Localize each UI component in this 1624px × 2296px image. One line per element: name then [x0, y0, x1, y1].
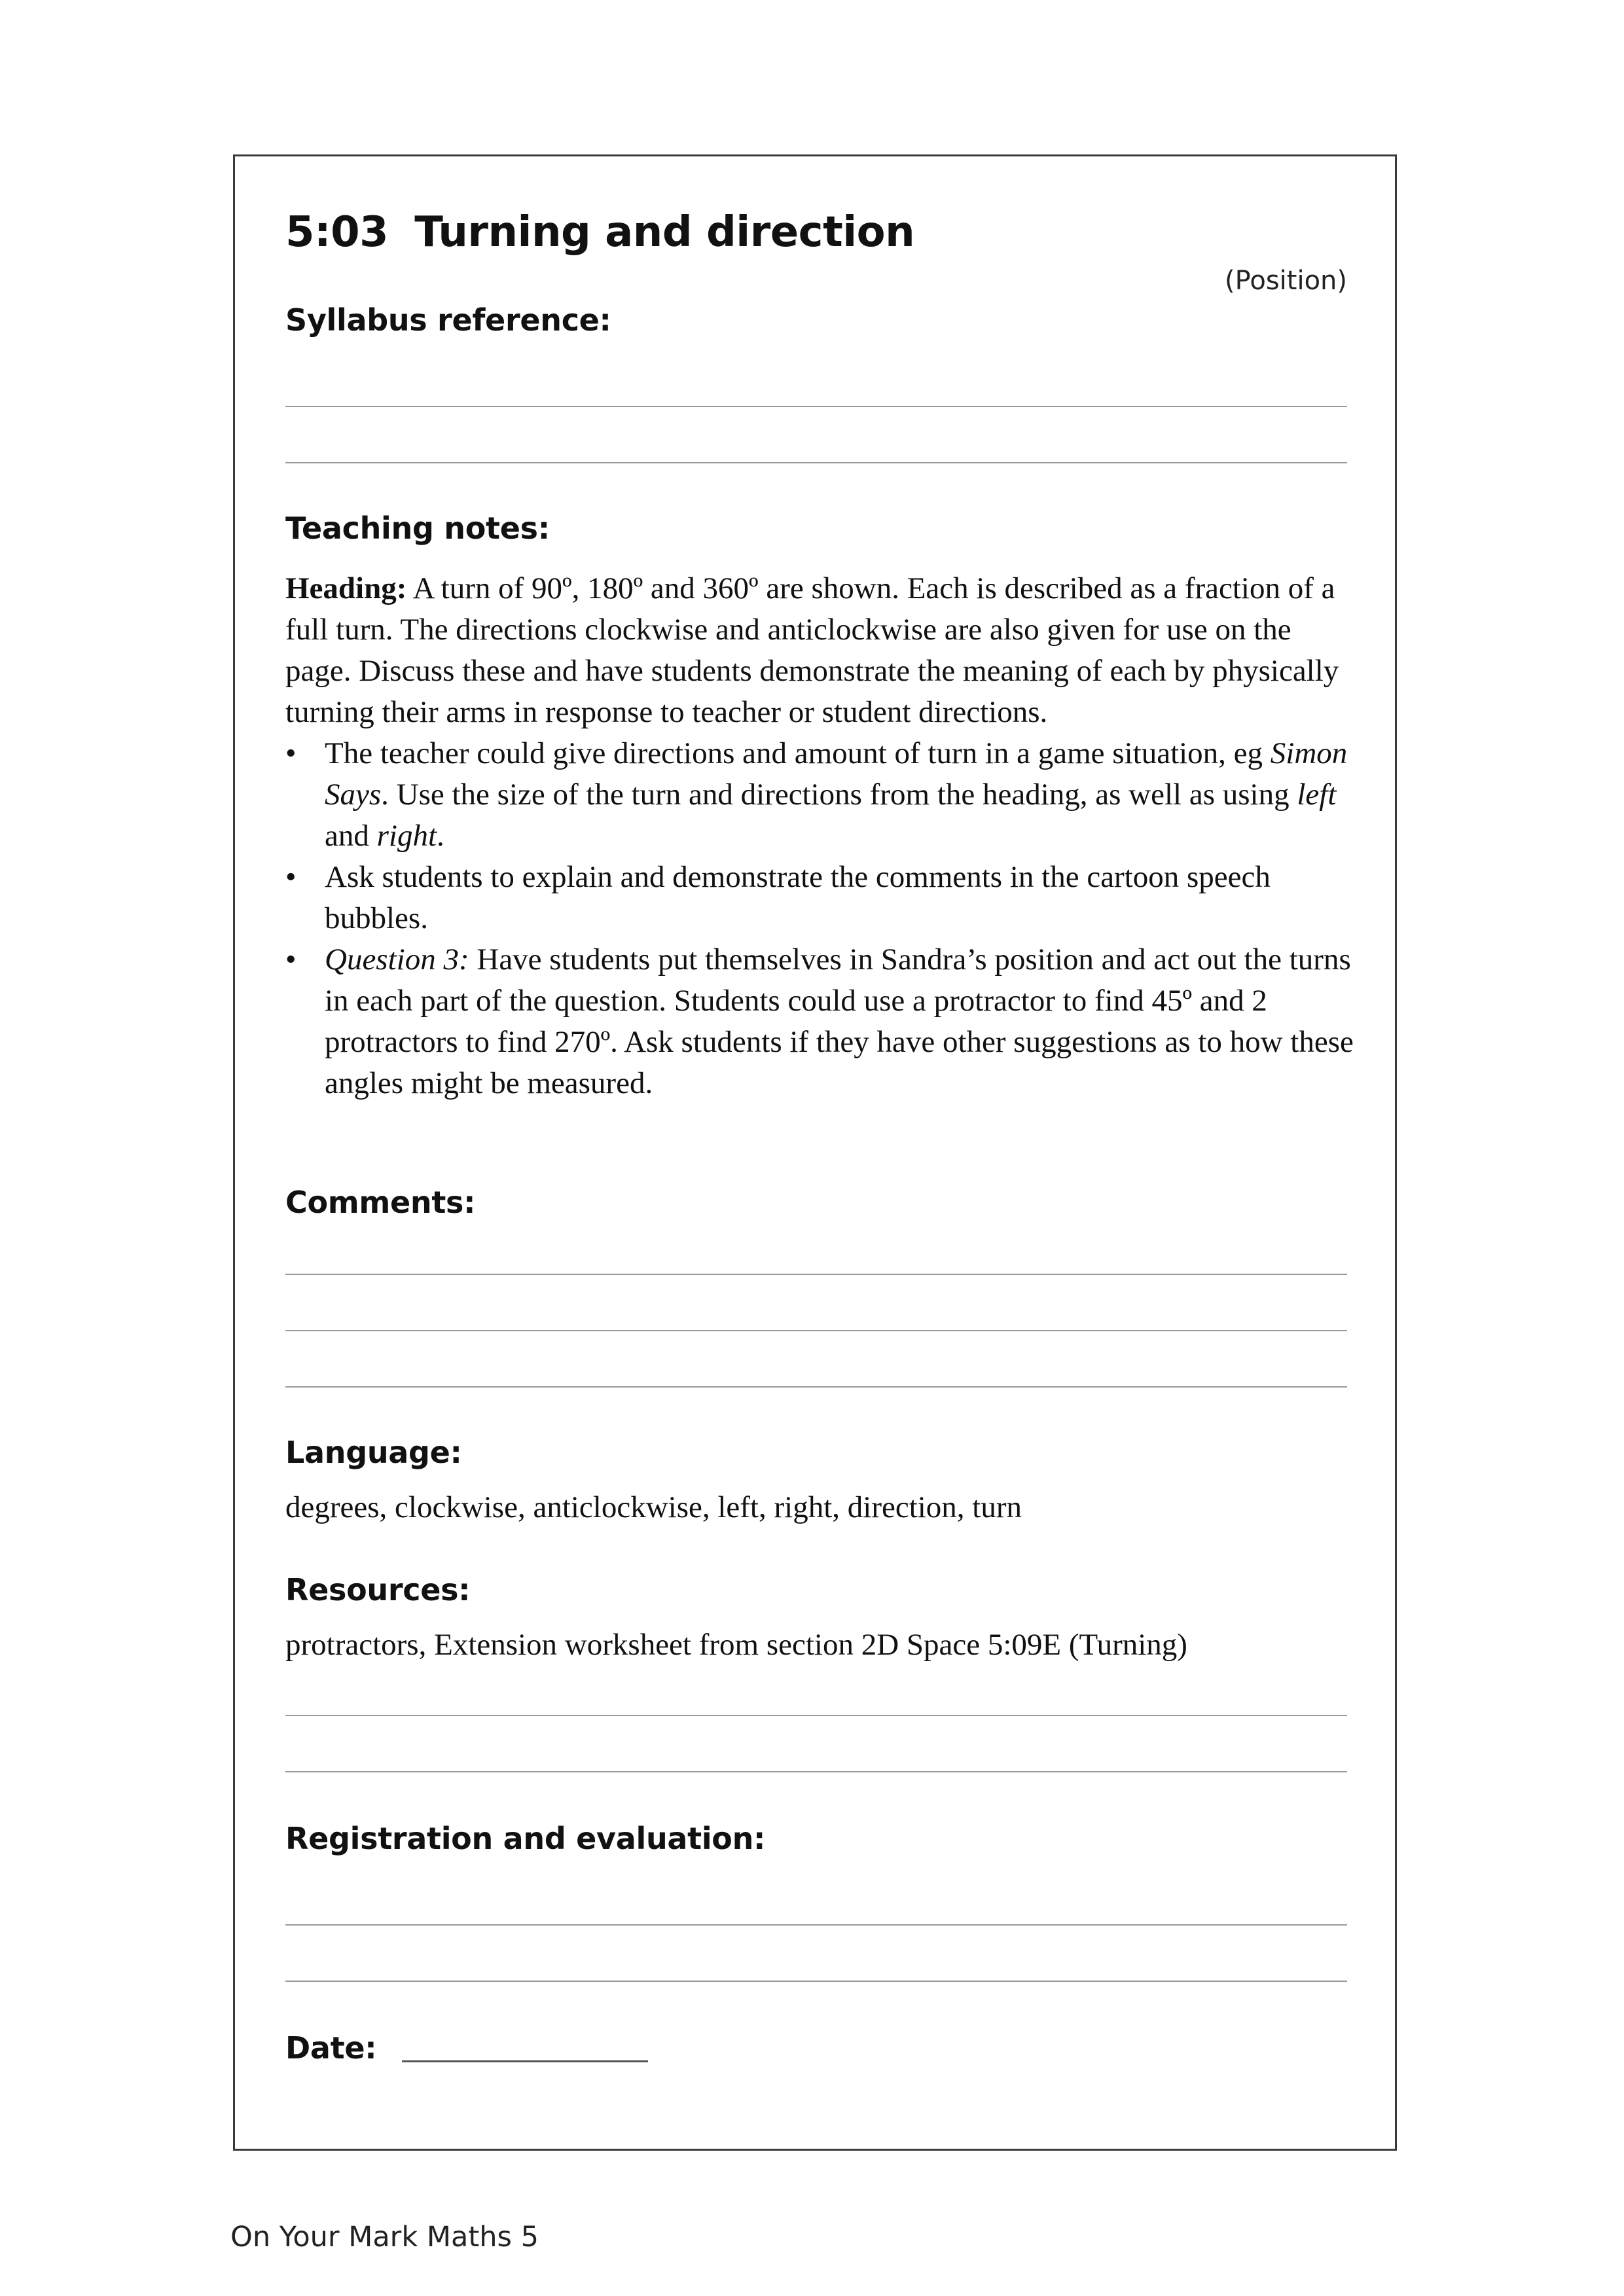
comments-line-2[interactable] [285, 1330, 1347, 1331]
bullet1-text-a: The teacher could give directions and amount of turn in a game situation, eg [325, 736, 1271, 770]
bullet-icon: • [285, 860, 297, 894]
lesson-title: Turning and direction [414, 208, 915, 257]
resources-heading: Resources: [285, 1572, 471, 1607]
bullet1-left: left [1297, 778, 1337, 812]
bullet2-text: Ask students to explain and demonstrate the comments in the cartoon speech bubbles. [325, 860, 1271, 935]
syllabus-line-2[interactable] [285, 462, 1347, 463]
bullet-icon: • [285, 736, 297, 770]
list-item [285, 733, 1359, 857]
page-title [285, 208, 914, 257]
bullet1-text-c: and [325, 819, 377, 853]
language-text: degrees, clockwise, anticlockwise, left, right, direction, turn [285, 1490, 1022, 1524]
syllabus-heading: Syllabus reference: [285, 302, 611, 338]
notes-list [285, 733, 1359, 1104]
strand-label: (Position) [1225, 266, 1347, 296]
comments-line-1[interactable] [285, 1274, 1347, 1275]
footer-book-title: On Your Mark Maths 5 [230, 2221, 539, 2253]
resources-line-2[interactable] [285, 1771, 1347, 1772]
teaching-notes-heading: Teaching notes: [285, 511, 550, 546]
registration-line-2[interactable] [285, 1981, 1347, 1982]
language-heading: Language: [285, 1435, 462, 1470]
registration-heading: Registration and evaluation: [285, 1821, 766, 1856]
date-label: Date: [285, 2030, 377, 2066]
resources-text: protractors, Extension worksheet from section 2D Space 5:09E (Turning) [285, 1628, 1187, 1662]
list-item [285, 939, 1359, 1104]
teaching-notes-body [285, 568, 1359, 1104]
intro-text: A turn of 90º, 180º and 360º are shown. Each is described as a fraction of a full turn. The directions clockwise and anticlockwise are also given for use on the page. Discuss these and have students demonstrate the meaning of each by physically turning their arms in response to teacher or student directions. [285, 571, 1339, 729]
intro-lead: Heading: [285, 571, 407, 605]
resources-line-1[interactable] [285, 1715, 1347, 1716]
bullet3-text: Have students put themselves in Sandra’s position and act out the turns in each part of the question. Students could use a protractor to find 45º and 2 protractors to find 270º. Ask students if they have other suggestions as to how these angles might be measured. [325, 942, 1354, 1100]
syllabus-line-1[interactable] [285, 406, 1347, 407]
comments-heading: Comments: [285, 1185, 476, 1220]
bullet1-right: right [376, 819, 437, 853]
bullet1-game-name: Simon Says [325, 736, 1348, 812]
bullet-icon: • [285, 942, 297, 977]
bullet1-text-d: . [437, 819, 444, 853]
list-item [285, 857, 1359, 939]
lesson-number: 5:03 [285, 208, 389, 257]
registration-line-1[interactable] [285, 1924, 1347, 1926]
comments-line-3[interactable] [285, 1386, 1347, 1388]
bullet1-text-b: . Use the size of the turn and directions from the heading, as well as using [381, 778, 1297, 812]
bullet3-question-ref: Question 3: [325, 942, 469, 977]
intro-paragraph [285, 568, 1359, 733]
date-field[interactable] [402, 2060, 648, 2062]
